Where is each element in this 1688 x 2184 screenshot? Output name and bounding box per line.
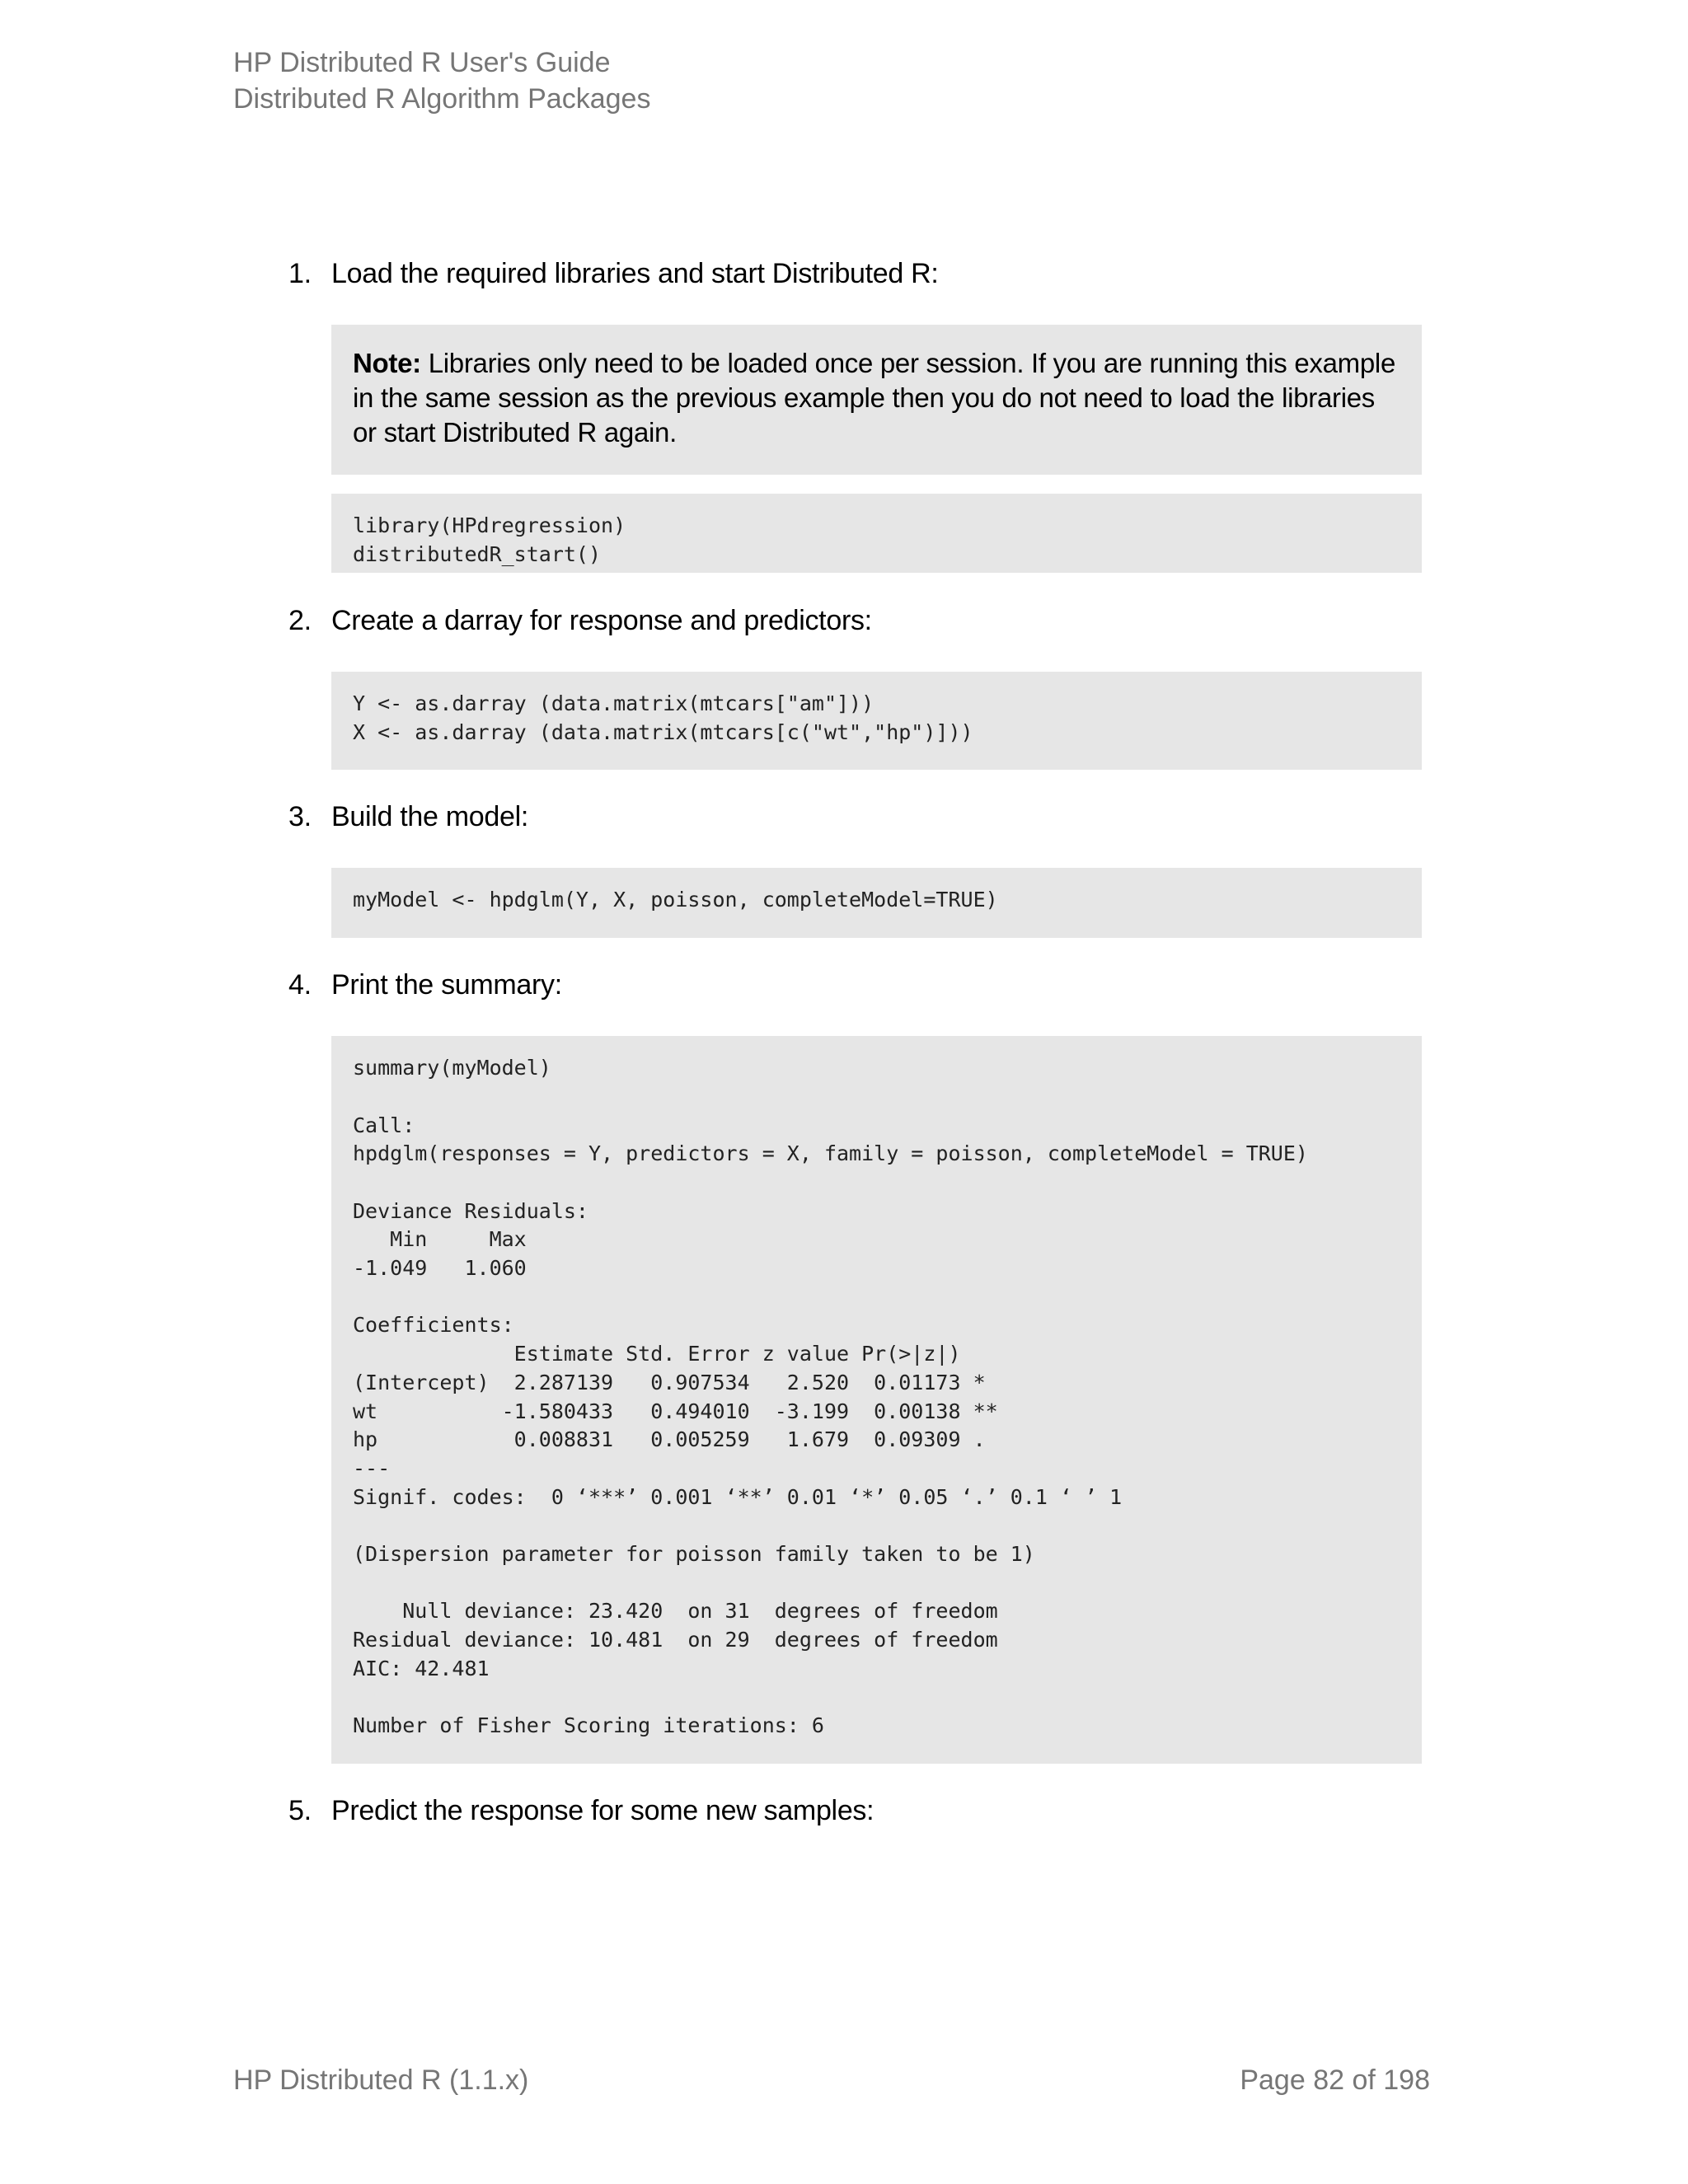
code-block-darray — [331, 672, 1422, 770]
step-1 — [288, 255, 1422, 292]
footer-product: HP Distributed R (1.1.x) — [233, 2064, 529, 2096]
code-text: myModel <- hpdglm(Y, X, poisson, completeModel=TRUE) — [353, 888, 998, 912]
step-5 — [288, 1793, 1422, 1829]
note-box — [331, 325, 1422, 475]
step-text: Load the required libraries and start Distributed R: — [331, 258, 939, 289]
step-3 — [288, 799, 1422, 835]
step-text: Print the summary: — [331, 969, 562, 1001]
step-2 — [288, 602, 1422, 639]
code-block-libraries — [331, 494, 1422, 573]
code-text: library(HPdregression) distributedR_start() — [353, 513, 626, 566]
main-content — [288, 255, 1422, 1829]
code-text: Y <- as.darray (data.matrix(mtcars["am"])) X <- as.darray (data.matrix(mtcars[c("wt","hp")])) — [353, 691, 973, 744]
step-4 — [288, 967, 1422, 1003]
note-text: Libraries only need to be loaded once per session. If you are running this example in the same session as the previous example then you do not need to load the libraries or start Distributed R again. — [353, 348, 1396, 448]
step-text: Build the model: — [331, 801, 529, 833]
code-block-model — [331, 868, 1422, 938]
doc-title: HP Distributed R User's Guide — [233, 47, 611, 78]
doc-section: Distributed R Algorithm Packages — [233, 83, 651, 115]
step-text: Create a darray for response and predictors: — [331, 605, 872, 636]
step-number: 3. — [288, 801, 312, 833]
footer-page-number: Page 82 of 198 — [1240, 2064, 1430, 2096]
code-block-summary — [331, 1036, 1422, 1764]
code-text: summary(myModel) Call: hpdglm(responses = Y, predictors = X, family = poisson, completeModel = TRUE) Deviance Residuals: Min Max -1.049 1.060 Coefficients: Estimate Std. Error z value Pr(>|z|) (Intercept) 2.287139 0.907534 2.520 0.01173 * wt -1.580433 0.494010 -3.199 0.00138 ** hp 0.008831 0.005259 1.679 0.09309 . --- Signif. codes: 0 ‘***’ 0.001 ‘**’ 0.01 ‘*’ 0.05 ‘.’ 0.1 ‘ ’ 1 (Dispersion parameter for poisson family taken to be 1) Null deviance: 23.420 on 31 degrees of freedom Residual deviance: 10.481 on 29 degrees of freedom AIC: 42.481 Number of Fisher Scoring iterations: 6 — [353, 1056, 1308, 1738]
step-number: 1. — [288, 258, 312, 289]
step-number: 4. — [288, 969, 312, 1001]
step-text: Predict the response for some new samples: — [331, 1794, 874, 1826]
page-header — [233, 45, 650, 117]
step-number: 2. — [288, 605, 312, 636]
note-label: Note: — [353, 348, 421, 378]
step-number: 5. — [288, 1794, 312, 1826]
